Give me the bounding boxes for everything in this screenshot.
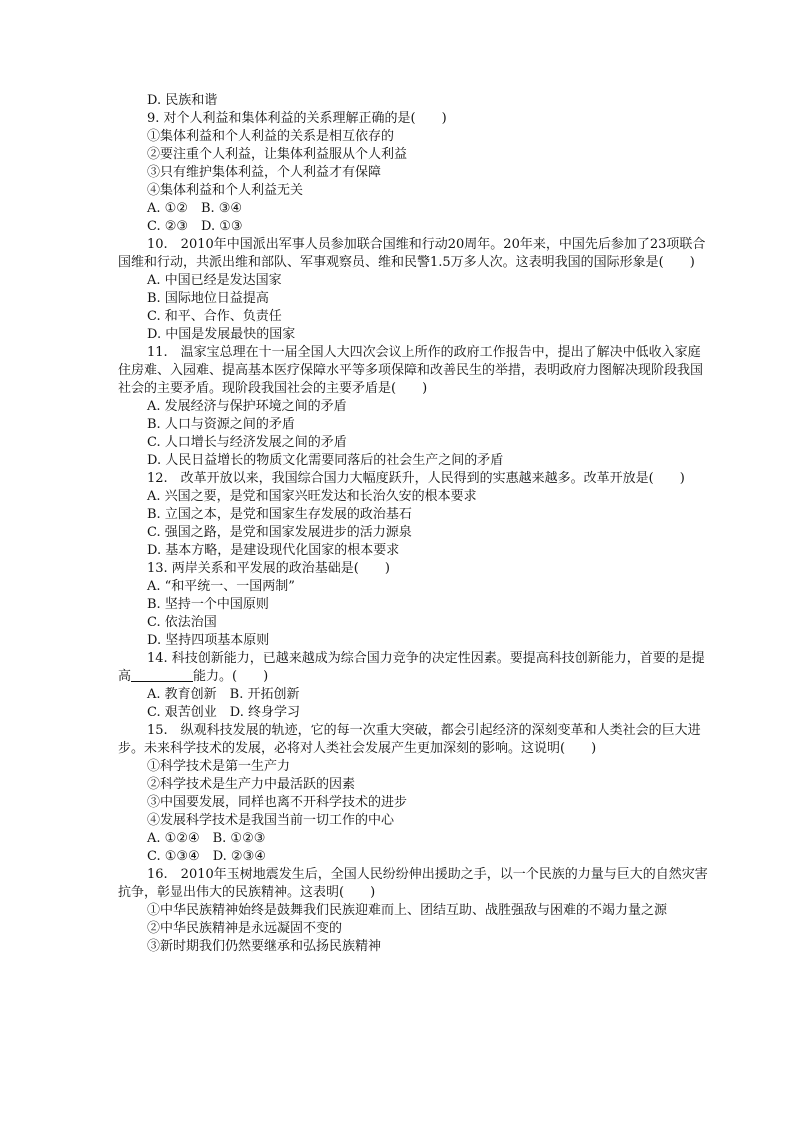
q14-stem-before: 14. 科技创新能力，已越来越成为综合国力竞争的决定性因素。要提高科技创新能力，首要的是提高 — [118, 651, 705, 684]
q15-item-3: ③中国要发展，同样也离不开科学技术的进步 — [147, 795, 408, 810]
q11-option-a: A. 发展经济与保护环境之间的矛盾 — [147, 399, 347, 414]
q9-item-1: ①集体利益和个人利益的关系是相互依存的 — [147, 129, 395, 144]
q10-option-b: B. 国际地位日益提高 — [147, 291, 269, 306]
q11-stem: 11. 温家宝总理在十一届全国人大四次会议上所作的政府工作报告中，提出了解决中低收入家庭住房难、入园难、提高基本医疗保障水平等多项保障和改善民生的举措，表明政府力图解决现阶段我国社会的主要矛盾。现阶段我国社会的主要矛盾是( ) — [118, 345, 704, 396]
q10-option-c: C. 和平、合作、负责任 — [147, 309, 282, 324]
q15-item-4: ④发展科学技术是我国当前一切工作的中心 — [147, 813, 395, 828]
q16-item-2: ②中华民族精神是永远凝固不变的 — [147, 921, 343, 936]
q15-item-1: ①科学技术是第一生产力 — [147, 759, 291, 774]
q10-option-d: D. 中国是发展最快的国家 — [147, 327, 296, 342]
q15-item-2: ②科学技术是生产力中最活跃的因素 — [147, 777, 356, 792]
q13-option-d: D. 坚持四项基本原则 — [147, 633, 270, 648]
q12-option-c: C. 强国之路，是党和国家发展进步的活力源泉 — [147, 525, 412, 540]
q13-option-c: C. 依法治国 — [147, 615, 217, 630]
q12-option-a: A. 兴国之要，是党和国家兴旺发达和长治久安的根本要求 — [147, 489, 477, 504]
q14-options-ab: A. 教育创新 B. 开拓创新 — [147, 687, 300, 702]
q9-options-cd: C. ②③ D. ①③ — [147, 219, 243, 234]
q12-stem: 12. 改革开放以来，我国综合国力大幅度跃升，人民得到的实惠越来越多。改革开放是( ) — [147, 471, 685, 486]
q13-stem: 13. 两岸关系和平发展的政治基础是( ) — [147, 561, 390, 576]
q16-item-1: ①中华民族精神始终是鼓舞我们民族迎难而上、团结互助、战胜强敌与困难的不竭力量之源 — [147, 903, 668, 918]
q14-stem — [118, 650, 710, 686]
q10-stem: 10. 2010年中国派出军事人员参加联合国维和行动20周年。20年来，中国先后参加了23项联合国维和行动，共派出维和部队、军事观察员、维和民警1.5万多人次。这表明我国的国际形象是( ) — [118, 237, 706, 270]
q11-option-d: D. 人民日益增长的物质文化需要同落后的社会生产之间的矛盾 — [147, 453, 504, 468]
q15-options-ab: A. ①②④ B. ①②③ — [147, 831, 266, 846]
q12-option-b: B. 立国之本，是党和国家生存发展的政治基石 — [147, 507, 412, 522]
q14-options-cd: C. 艰苦创业 D. 终身学习 — [147, 705, 300, 720]
q13-option-b: B. 坚持一个中国原则 — [147, 597, 269, 612]
q9-item-3: ③只有维护集体利益，个人利益才有保障 — [147, 165, 382, 180]
q9-item-2: ②要注重个人利益，让集体利益服从个人利益 — [147, 147, 408, 162]
q16-item-3: ③新时期我们仍然要继承和弘扬民族精神 — [147, 939, 382, 954]
q14-answer-blank — [131, 669, 193, 682]
q14-stem-after: 能力。( ) — [193, 669, 269, 684]
q13-option-a: A. “和平统一、一国两制” — [147, 579, 295, 594]
q9-options-ab: A. ①② B. ③④ — [147, 201, 243, 216]
q11-option-c: C. 人口增长与经济发展之间的矛盾 — [147, 435, 347, 450]
q12-option-d: D. 基本方略，是建设现代化国家的根本要求 — [147, 543, 400, 558]
q8-option-d: D. 民族和谐 — [147, 93, 218, 108]
q9-item-4: ④集体利益和个人利益无关 — [147, 183, 304, 198]
q16-stem: 16. 2010年玉树地震发生后，全国人民纷纷伸出援助之手，以一个民族的力量与巨大的自然灾害抗争，彰显出伟大的民族精神。这表明( ) — [118, 867, 708, 900]
q11-option-b: B. 人口与资源之间的矛盾 — [147, 417, 295, 432]
q10-option-a: A. 中国已经是发达国家 — [147, 273, 282, 288]
q9-stem: 9. 对个人利益和集体利益的关系理解正确的是( ) — [147, 111, 447, 126]
q15-stem: 15. 纵观科技发展的轨迹，它的每一次重大突破，都会引起经济的深刻变革和人类社会的巨大进步。未来科学技术的发展，必将对人类社会发展产生更加深刻的影响。这说明( ) — [118, 723, 701, 756]
exam-page — [118, 92, 710, 956]
q15-options-cd: C. ①③④ D. ②③④ — [147, 849, 266, 864]
